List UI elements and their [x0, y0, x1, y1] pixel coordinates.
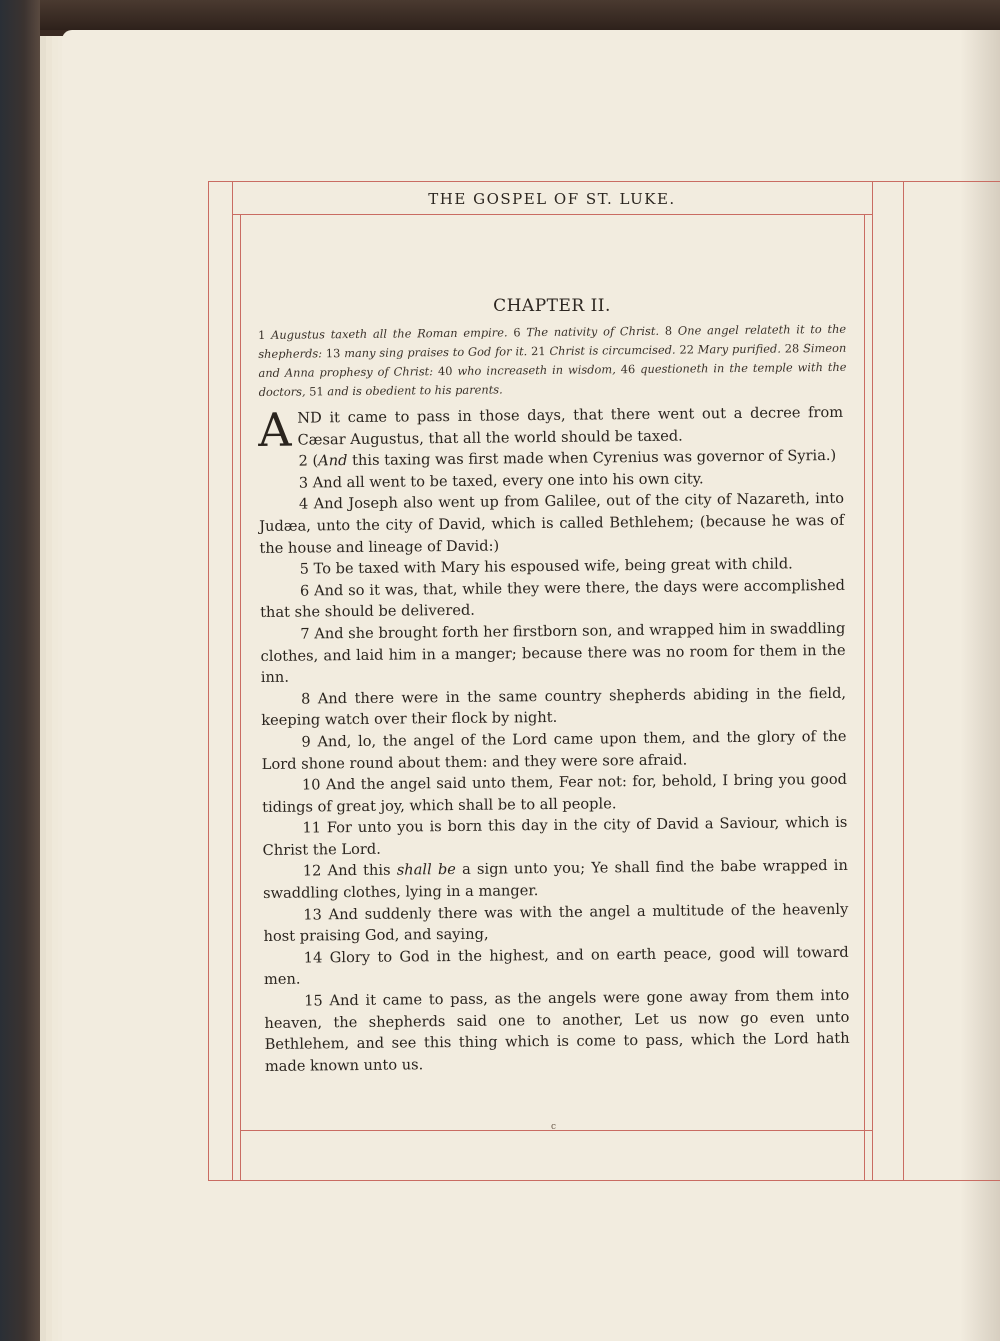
summary-num: 46	[620, 362, 636, 377]
summary-num: 51	[309, 384, 324, 399]
scripture-text	[258, 402, 850, 1077]
summary-item: One angel relateth it to the shepherds:	[258, 321, 847, 361]
signature-mark: c	[551, 1122, 557, 1132]
summary-num: 13	[325, 346, 341, 361]
summary-item: who increaseth in wisdom,	[457, 362, 616, 378]
verse-7: 7 And she brought forth her firstborn son, and wrapped him in swaddling clothes, and laid him in a manger; because there was no room for them in the inn.	[260, 619, 846, 687]
summary-item: questioneth in the temple with the doctors,	[258, 359, 847, 399]
book-cover-top	[0, 0, 1000, 30]
book-cover-left	[0, 0, 40, 1341]
summary-num: 40	[437, 363, 453, 379]
chapter-summary	[258, 320, 847, 402]
frame-rule-inner-left	[232, 181, 233, 1181]
summary-item: Christ is circumcised.	[549, 342, 676, 358]
verse-12-italic: shall be	[396, 861, 456, 880]
drop-cap: A	[257, 402, 292, 457]
verse-5: 5 To be taxed with Mary his espoused wife, being great with child.	[299, 555, 793, 578]
frame-rule-outer-right	[903, 181, 904, 1181]
summary-item: Mary purified.	[697, 341, 781, 357]
summary-num: 21	[531, 343, 546, 359]
verse-12-text-end: a sign unto you; Ye shall find the babe wrapped in swaddling clothes, lying in a manger.	[262, 857, 848, 903]
verse-12	[263, 855, 848, 904]
verse-15: 15 And it came to pass, as the angels were gone away from them into heaven, the shepherds said one to another, Let us now go even unto Bethlehem, and see this thing which is come to pass, which the Lord hath made known unto us.	[264, 986, 850, 1075]
chapter-title: CHAPTER II.	[493, 296, 611, 316]
verse-12-text: 12 And this	[302, 862, 397, 881]
frame-rule-text-left	[240, 214, 241, 1180]
summary-num: 28	[784, 341, 800, 356]
summary-item: and is obedient to his parents.	[327, 382, 503, 399]
verse-3: 3 And all went to be taxed, every one into his own city.	[298, 470, 704, 492]
verse-9: 9 And, lo, the angel of the Lord came upon them, and the glory of the Lord shone round about them: and they were sore afraid.	[261, 727, 847, 773]
frame-rule-inner-right	[872, 181, 873, 1181]
verse-4: 4 And Joseph also went up from Galilee, out of the city of Nazareth, into Judæa, unto the city of David, which is called Bethlehem; (because he was of the house and lineage of David:)	[259, 490, 845, 557]
verse-14: 14 Glory to God in the highest, and on earth peace, good will toward men.	[263, 943, 849, 989]
summary-item: many sing praises to God for it.	[344, 344, 528, 361]
verse-1-text: ND it came to pass in those days, that there went out a decree from Cæsar Augustus, that all the world should be taxed.	[297, 403, 844, 449]
verse-2-paren: (	[312, 452, 319, 470]
verse-2-text: this taxing was first made when Cyrenius was governor of Syria.)	[347, 447, 837, 470]
verse-6: 6 And so it was, that, while they were there, the days were accomplished that she should be delivered.	[260, 576, 845, 622]
frame-rule-header	[232, 214, 872, 215]
verse-2-italic: And	[318, 452, 348, 470]
frame-rule-text-right	[864, 214, 865, 1180]
verse-13: 13 And suddenly there was with the angel a multitude of the heavenly host praising God, and saying,	[263, 900, 849, 946]
summary-num: 22	[679, 342, 695, 357]
frame-rule-outer-top	[208, 181, 1000, 182]
summary-item: Augustus taxeth all the Roman empire.	[271, 325, 508, 342]
page-gutter-shade	[960, 30, 1000, 1341]
verse-10: 10 And the angel said unto them, Fear not: for, behold, I bring you good tidings of great joy, which shall be to all people.	[262, 770, 848, 816]
summary-num: 6	[513, 325, 521, 340]
verse-8: 8 And there were in the same country shepherds abiding in the field, keeping watch over their flock by night.	[261, 684, 847, 730]
verse-2-number: 2	[298, 452, 308, 470]
summary-num: 8	[664, 323, 673, 338]
verse-1	[257, 402, 844, 457]
verse-11: 11 For unto you is born this day in the city of David a Saviour, which is Christ the Lord.	[262, 814, 848, 859]
running-head: THE GOSPEL OF ST. LUKE.	[428, 190, 676, 208]
frame-rule-outer-left	[208, 181, 209, 1181]
frame-rule-outer-bottom	[208, 1180, 1000, 1181]
summary-item: The nativity of Christ.	[526, 323, 660, 340]
summary-item: Simeon and Anna prophesy of Christ:	[258, 340, 847, 380]
summary-num: 1	[258, 327, 266, 342]
